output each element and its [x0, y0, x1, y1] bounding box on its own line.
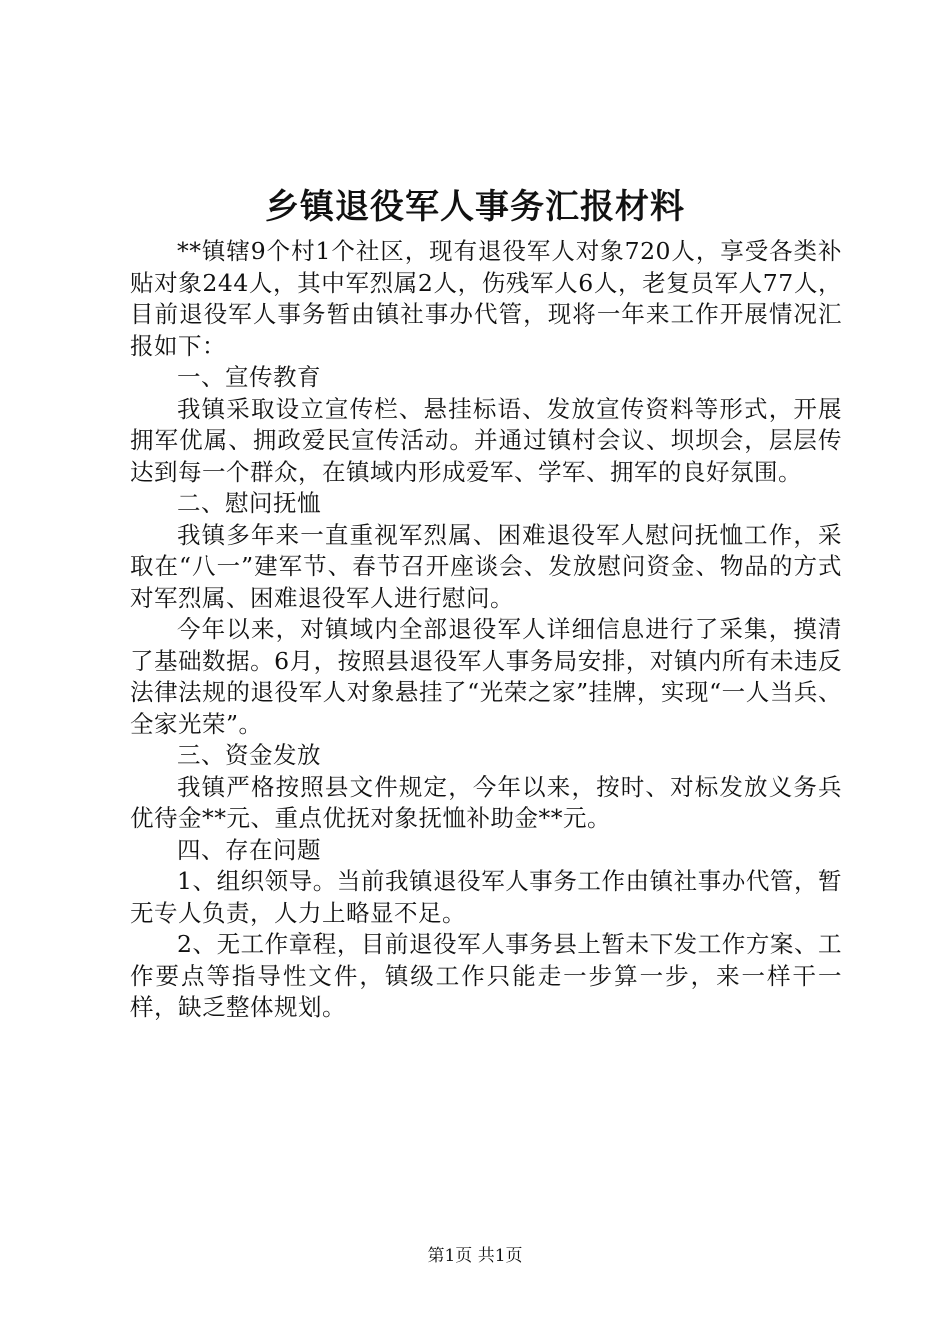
document-body — [130, 236, 842, 1024]
problem-item-2: 2、无工作章程，目前退役军人事务县上暂未下发工作方案、工作要点等指导性文件，镇级工作只能走一步算一步，来一样干一样，缺乏整体规划。 — [130, 930, 842, 1021]
data-collection-paragraph: 今年以来，对镇域内全部退役军人详细信息进行了采集，摸清了基础数据。6月，按照县退役军人事务局安排，对镇内所有未违反法律法规的退役军人对象悬挂了“光荣之家”挂牌，实现“一人当兵、全家光荣”。 — [130, 615, 842, 738]
publicity-paragraph: 我镇采取设立宣传栏、悬挂标语、发放宣传资料等形式，开展拥军优属、拥政爱民宣传活动。并通过镇村会议、坝坝会，层层传达到每一个群众，在镇域内形成爱军、学军、拥军的良好氛围。 — [130, 394, 842, 486]
funds-paragraph: 我镇严格按照县文件规定，今年以来，按时、对标发放义务兵优待金**元、重点优抚对象抚恤补助金**元。 — [130, 772, 842, 832]
section-heading-problems: 四、存在问题 — [177, 835, 321, 864]
document-title: 乡镇退役军人事务汇报材料 — [265, 187, 685, 227]
problem-item-1: 1、组织领导。当前我镇退役军人事务工作由镇社事办代管，暂无专人负责，人力上略显不足。 — [130, 867, 842, 927]
section-heading-publicity: 一、宣传教育 — [177, 363, 321, 391]
condolence-paragraph: 我镇多年来一直重视军烈属、困难退役军人慰问抚恤工作，采取在“八一”建军节、春节召开座谈会、发放慰问资金、物品的方式对军烈属、困难退役军人进行慰问。 — [130, 520, 842, 612]
section-heading-funds: 三、资金发放 — [177, 741, 321, 769]
page-footer: 第1页 共1页 — [427, 1246, 523, 1266]
section-heading-condolence: 二、慰问抚恤 — [177, 489, 321, 517]
intro-paragraph: **镇辖9个村1个社区，现有退役军人对象720人，享受各类补贴对象244人，其中军烈属2人，伤残军人6人，老复员军人77人，目前退役军人事务暂由镇社事办代管，现将一年来工作开展情况汇报如下： — [130, 237, 842, 360]
